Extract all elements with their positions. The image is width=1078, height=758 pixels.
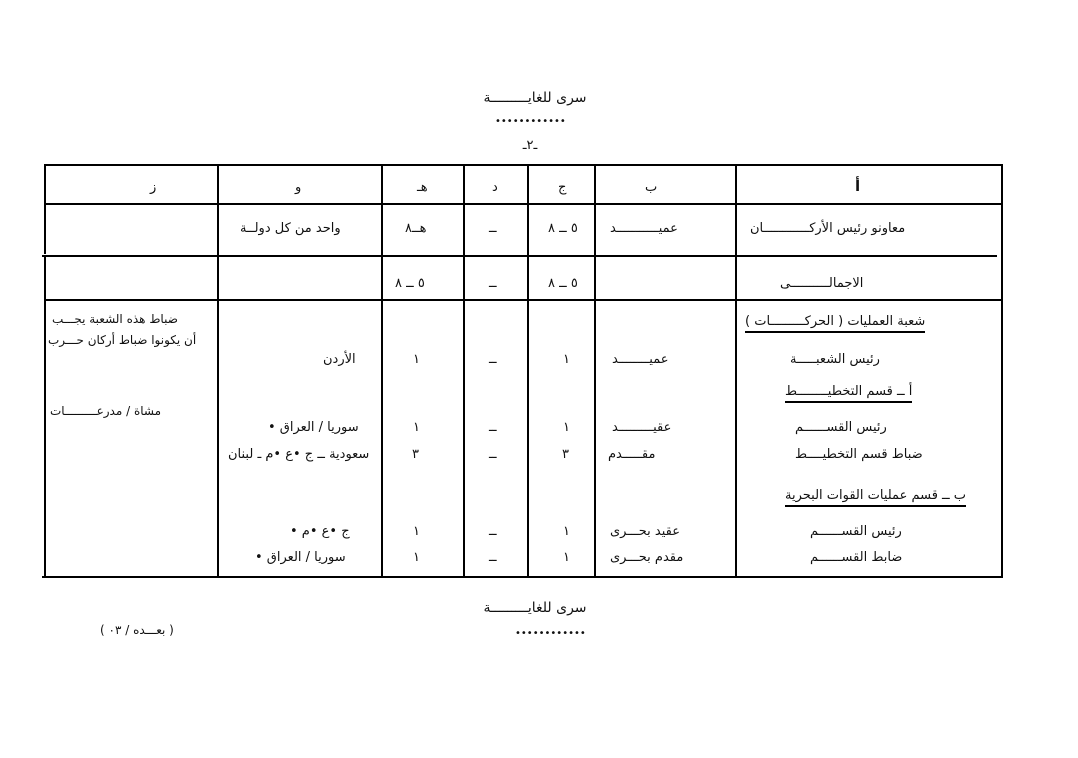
col-divider-g [217, 164, 219, 578]
naval-officer-title: ضابط القســــــم [810, 550, 903, 565]
header-row-border [44, 203, 1003, 205]
naval-head-e: ١ [413, 524, 420, 539]
naval-head-f: ج •ع •م • [290, 524, 350, 539]
plan-head-d: ــ [489, 420, 497, 435]
plan-head-rank: عقيـــــــــد [612, 420, 672, 435]
plan-officers-c: ٣ [562, 447, 569, 462]
col-header-e: هـ [417, 180, 428, 195]
naval-officer-rank: مقدم بحـــرى [610, 550, 684, 565]
branch-head-rank: عميــــــــد [612, 352, 669, 367]
row1-border [42, 255, 997, 257]
naval-section-title: ب ــ قسم عمليات القوات البحرية [785, 488, 966, 507]
total-d: ــ [489, 276, 497, 291]
plan-head-f: سوريا / العراق • [268, 420, 359, 435]
total-c: ٥ ــ ٨ [548, 276, 578, 291]
branch-head-e: ١ [413, 352, 420, 367]
planning-section-title: أ ــ قسم التخطيــــــــط [785, 384, 912, 403]
col-header-a: أ [855, 177, 861, 195]
ops-note-line1: ضباط هذه الشعبة يجـــب [52, 312, 178, 326]
plan-head-e: ١ [413, 420, 420, 435]
total-e: ٥ ــ ٨ [395, 276, 425, 291]
total-row-border [44, 299, 1003, 301]
left-border-top [44, 164, 46, 254]
naval-officer-e: ١ [413, 550, 420, 565]
naval-officer-f: سوريا / العراق • [255, 550, 346, 565]
col-divider-b [735, 164, 737, 578]
branch-head-c: ١ [563, 352, 570, 367]
plan-officers-rank: مقـــــدم [608, 447, 656, 462]
col-header-b: ب [645, 180, 658, 195]
total-label: الاجمالــــــــــى [780, 276, 864, 291]
col-divider-d [527, 164, 529, 578]
col-divider-f [381, 164, 383, 578]
classification-footer: سرى للغايـــــــــة [483, 600, 587, 616]
page-number: ـ٢ـ [522, 138, 538, 153]
table-top-border [44, 164, 1003, 166]
plan-head-title: رئيس القســــــم [795, 420, 887, 435]
naval-head-c: ١ [563, 524, 570, 539]
naval-head-d: ــ [489, 524, 497, 539]
plan-officers-d: ــ [489, 447, 497, 462]
row1-c: ٥ ــ ٨ [548, 221, 578, 236]
ops-note-line2: أن يكونوا ضباط أركان حـــرب [48, 333, 197, 347]
branch-head-f: الأردن [323, 352, 356, 367]
row1-f: واحد من كل دولــة [240, 221, 341, 236]
col-header-c: ج [558, 180, 567, 195]
col-divider-c [594, 164, 596, 578]
naval-officer-d: ــ [489, 550, 497, 565]
plan-officers-f: سعودية ــ ج •ع •م ـ لبنان [228, 447, 370, 462]
branch-head-d: ــ [489, 352, 497, 367]
classification-header: سرى للغايـــــــــة [483, 90, 587, 106]
footer-dots: •••••••••••• [515, 628, 586, 639]
continued-note: ( بعـــده / ٠٣ ) [100, 623, 174, 637]
col-header-d: د [492, 180, 498, 195]
plan-officers-e: ٣ [412, 447, 419, 462]
ops-branch-title: شعبة العمليات ( الحركـــــــــات ) [745, 314, 925, 333]
row1-e: هــ٨ [405, 221, 427, 236]
row1-rank: عميـــــــــــد [610, 221, 678, 236]
naval-head-title: رئيس القســــــم [810, 524, 902, 539]
row1-d: ــ [489, 221, 497, 236]
left-border-mid [44, 257, 46, 301]
plan-officers-title: ضباط قسم التخطيــــط [795, 447, 923, 462]
ops-note-line3: مشاة / مدرعـــــــــات [50, 404, 162, 418]
plan-head-c: ١ [563, 420, 570, 435]
row1-title: معاونو رئيس الأركــــــــــــان [750, 221, 906, 236]
left-border-bottom [44, 301, 46, 578]
naval-head-rank: عقيد بحـــرى [610, 524, 680, 539]
col-header-f: و [295, 180, 302, 195]
col-header-g: ز [150, 180, 157, 195]
table-bottom-border [42, 576, 1003, 578]
branch-head-title: رئيس الشعبـــــة [790, 352, 880, 367]
right-border [1001, 164, 1003, 578]
col-divider-e [463, 164, 465, 578]
header-dots: •••••••••••• [495, 116, 566, 127]
naval-officer-c: ١ [563, 550, 570, 565]
